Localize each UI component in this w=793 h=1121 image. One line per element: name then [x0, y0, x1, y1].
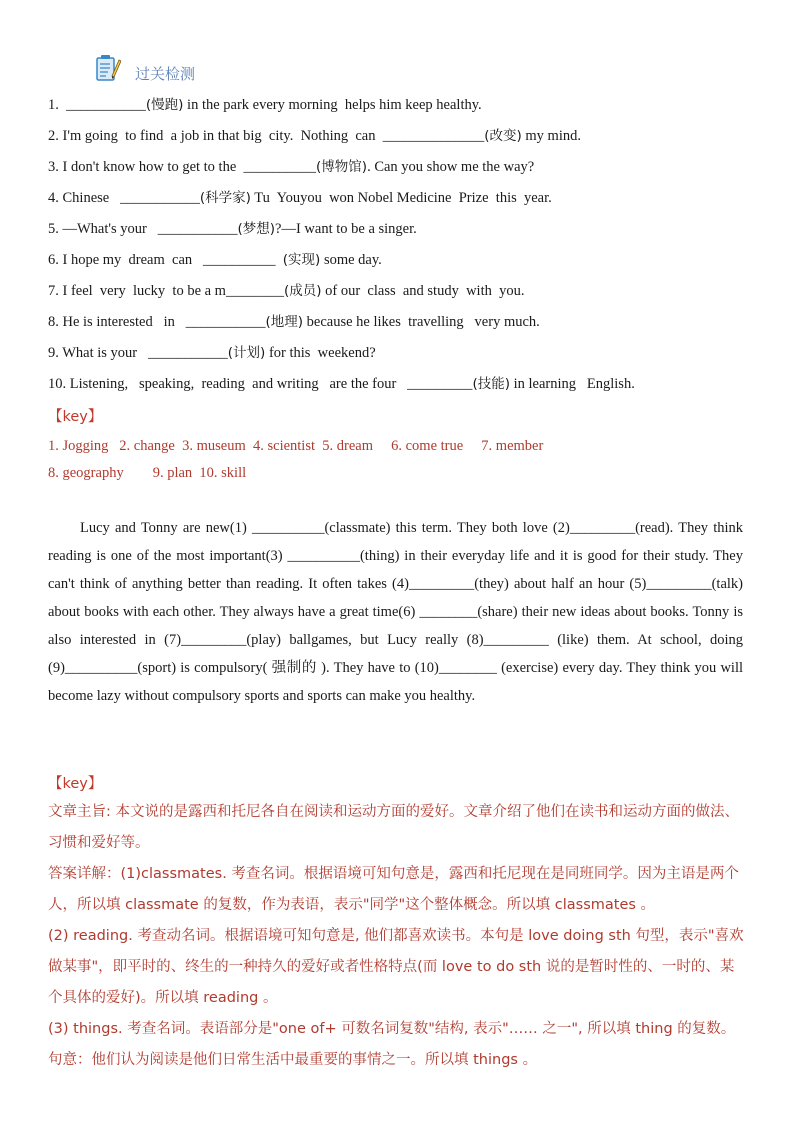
passage-text: Lucy and Tonny are new(1) __________(classmate) this term. They both love (2)_________(read). They think reading is one of the most important(3) __________(thing) in their everyday life and it is good for their study. They can't think of anything better than reading. It often takes (4)_________(they) about half an hour (5)_________(talk) about books with each other. They always have a great time(6) ________(share) their new ideas about books. Tonny is also interested in (7)_________(play) ballgames, but Lucy really (8)_________ (like) them. At school, doing (9)__________(sport) is compulsory( 强制的 ). They have to (10)________ (exercise) every day. They think you will become lazy without compulsory sports and sports can make you healthy. [48, 520, 743, 704]
notepad-pencil-icon [95, 54, 121, 84]
answer-explanation [48, 797, 746, 1076]
question-5: 5. —What's your ___________(梦想)?—I want to be a singer. [48, 221, 417, 237]
question-8: 8. He is interested in ___________(地理) because he likes travelling very much. [48, 314, 540, 330]
section-title: 过关检测 [135, 65, 196, 83]
question-1: 1. ___________(慢跑) in the park every morning helps him keep healthy. [48, 97, 482, 113]
answer-line-2: 8. geography 9. plan 10. skill [48, 465, 247, 481]
question-3: 3. I don't know how to get to the __________(博物馆). Can you show me the way? [48, 159, 535, 175]
explanation-item-1: 答案详解：(1)classmates. 考查名词。根据语境可知句意是，露西和托尼现在是同班同学。因为主语是两个人，所以填 classmate 的复数，作为表语，表示"同学"这个整体概念。所以填 classmates 。 [48, 866, 739, 913]
explanation-item-3: (3) things. 考查名词。表语部分是"one of+ 可数名词复数"结构, 表示"…… 之一", 所以填 thing 的复数。句意：他们认为阅读是他们日常生活中最重要的事情之一。所以填 things 。 [48, 1021, 736, 1068]
question-10: 10. Listening, speaking, reading and writing are the four _________(技能) in learning English. [48, 376, 635, 392]
explanation-item-2: (2) reading. 考查动名词。根据语境可知句意是, 他们都喜欢读书。本句是 love doing sth 句型，表示"喜欢做某事"，即平时的、终生的一种持久的爱好或者性格特点(而 love to do sth 说的是暂时性的、一时的、某个具体的爱好)。所以填 reading 。 [48, 928, 744, 1006]
cloze-passage [48, 514, 743, 710]
explanation-summary: 文章主旨: 本文说的是露西和托尼各自在阅读和运动方面的爱好。文章介绍了他们在读书和运动方面的做法、习惯和爱好等。 [48, 804, 739, 851]
key-label-1: 【key】 [48, 409, 103, 425]
question-9: 9. What is your ___________(计划) for this weekend? [48, 345, 376, 361]
section-header [95, 48, 195, 84]
answer-line-1: 1. Jogging 2. change 3. museum 4. scientist 5. dream 6. come true 7. member [48, 438, 544, 454]
key-label-2: 【key】 [48, 776, 103, 792]
question-7: 7. I feel very lucky to be a m________(成员) of our class and study with you. [48, 283, 525, 299]
question-6: 6. I hope my dream can __________ (实现) some day. [48, 252, 382, 268]
question-2: 2. I'm going to find a job in that big city. Nothing can ______________(改变) my mind. [48, 128, 581, 144]
question-4: 4. Chinese ___________(科学家) Tu Youyou won Nobel Medicine Prize this year. [48, 190, 552, 206]
